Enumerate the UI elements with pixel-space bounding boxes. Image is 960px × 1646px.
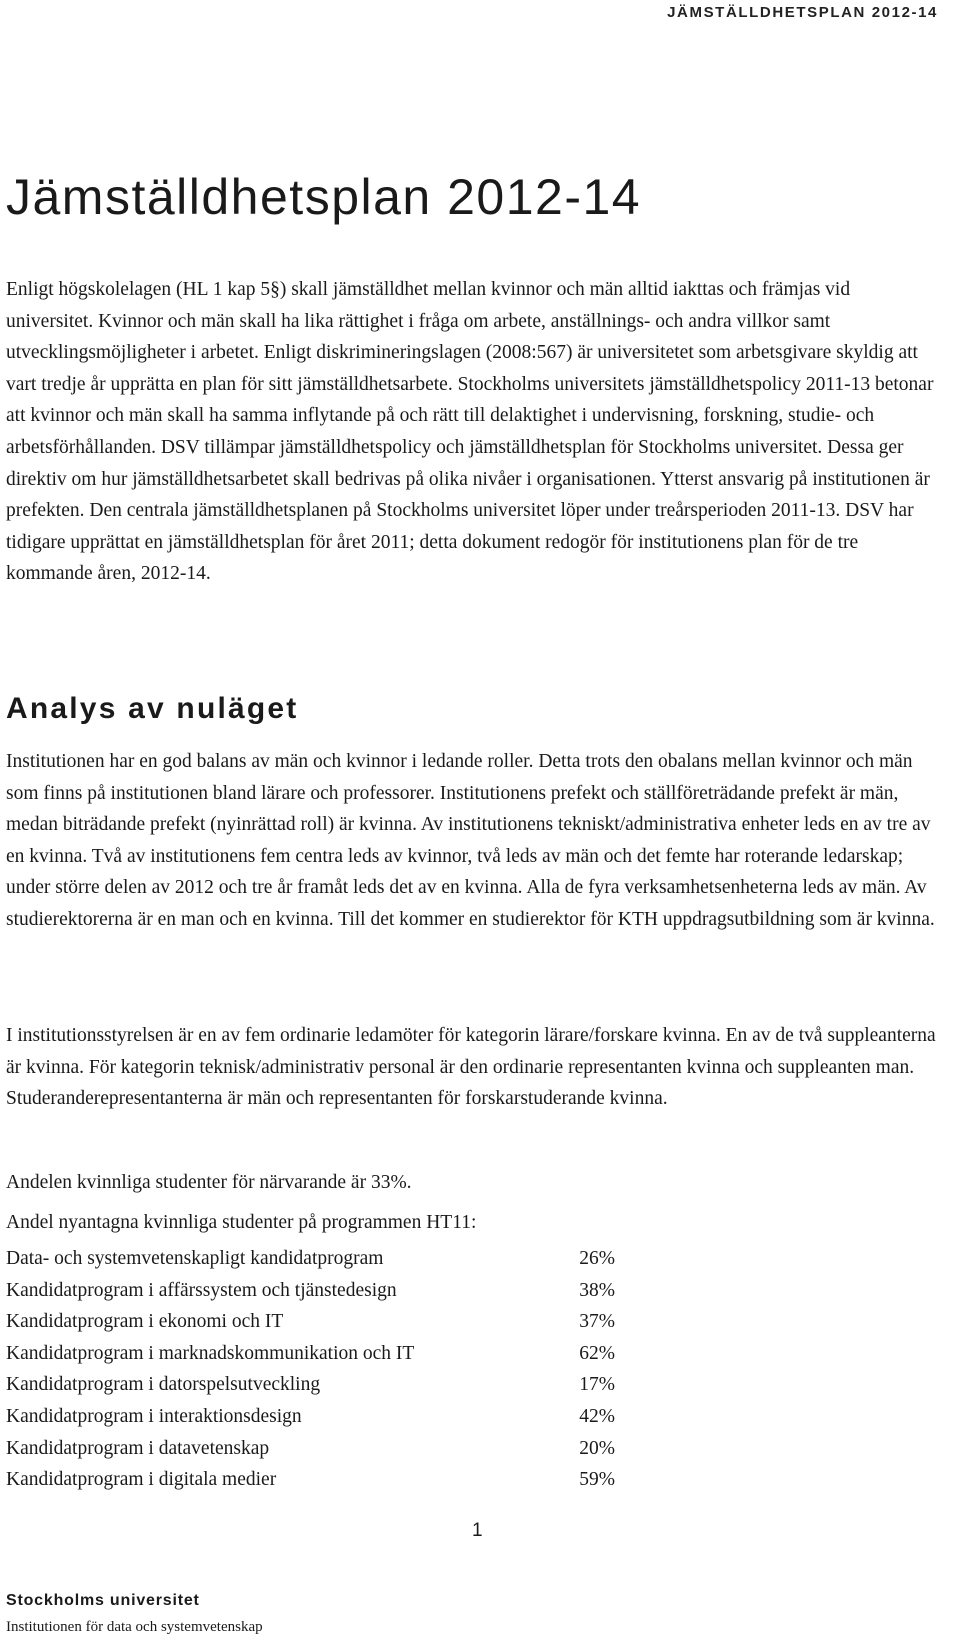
program-share: 37% — [579, 1311, 615, 1333]
program-share: 62% — [579, 1342, 615, 1364]
page-title: Jämställdhetsplan 2012-14 — [6, 169, 642, 225]
program-share: 59% — [579, 1469, 615, 1491]
programs-table — [6, 1243, 626, 1496]
programs-intro: Andel nyantagna kvinnliga studenter på programmen HT11: — [6, 1212, 477, 1233]
analysis-paragraph-3: Andelen kvinnliga studenter för närvarande är 33%. — [6, 1172, 412, 1193]
table-row — [6, 1464, 626, 1496]
footer-university: Stockholms universitet — [6, 1592, 200, 1609]
program-share: 20% — [579, 1437, 615, 1459]
page-number: 1 — [472, 1520, 483, 1541]
program-name: Kandidatprogram i marknadskommunikation och IT — [6, 1342, 415, 1364]
footer-department: Institutionen för data och systemvetenskap — [6, 1619, 263, 1635]
running-header: JÄMSTÄLLDHETSPLAN 2012-14 — [667, 4, 938, 21]
table-row — [6, 1401, 626, 1433]
table-row — [6, 1243, 626, 1275]
table-row — [6, 1433, 626, 1465]
program-name: Data- och systemvetenskapligt kandidatprogram — [6, 1248, 384, 1269]
table-row — [6, 1306, 626, 1338]
program-share: 38% — [579, 1279, 615, 1301]
program-share: 26% — [579, 1248, 615, 1269]
program-name: Kandidatprogram i digitala medier — [6, 1469, 277, 1491]
program-name: Kandidatprogram i affärssystem och tjänstedesign — [6, 1279, 397, 1301]
program-share: 17% — [579, 1374, 615, 1396]
program-name: Kandidatprogram i interaktionsdesign — [6, 1405, 302, 1427]
analysis-paragraph-1: Institutionen har en god balans av män och kvinnor i ledande roller. Detta trots den obalans mellan kvinnor och män som finns på institutionen bland lärare och professorer. Institutionens prefekt och ställföreträdande prefekt är män, medan biträdande prefekt (nyinrättad roll) är kvinna. Av institutionens tekniskt/administrativa enheter leds en av tre av en kvinna. Två av institutionens fem centra leds av kvinnor, två leds av män och det femte har roterande ledarskap; under större delen av 2012 och tre år framåt leds det av en kvinna. Alla de fyra verksamhetsenheterna leds av män. Av studierektorerna är en man och en kvinna. Till det kommer en studierektor för KTH uppdragsutbildning som är kvinna. — [6, 751, 935, 930]
table-row — [6, 1275, 626, 1307]
analysis-paragraph-2: I institutionsstyrelsen är en av fem ordinarie ledamöter för kategorin lärare/forskare kvinna. En av de två suppleanterna är kvinna. För kategorin teknisk/administrativ personal är den ordinarie representanten kvinna och suppleanten man. Studeranderepresentanterna är män och representanten för forskarstuderande kvinna. — [6, 1025, 936, 1110]
table-row — [6, 1369, 626, 1401]
intro-paragraph: Enligt högskolelagen (HL 1 kap 5§) skall jämställdhet mellan kvinnor och män alltid iakttas och främjas vid universitet. Kvinnor och män skall ha lika rättighet i fråga om arbete, anställnings- och andra villkor samt utvecklingsmöjligheter i arbetet. Enligt diskrimineringslagen (2008:567) är universitetet som arbetsgivare skyldig att vart tredje år upprätta en plan för sitt jämställdhetsarbete. Stockholms universitets jämställdhetspolicy 2011-13 betonar att kvinnor och män skall ha samma inflytande på och rätt till delaktighet i undervisning, forskning, studie- och arbetsförhållanden. DSV tillämpar jämställdhetspolicy och jämställdhetsplan för Stockholms universitet. Dessa ger direktiv om hur jämställdhetsarbetet skall bedrivas på olika nivåer i organisationen. Ytterst ansvarig på institutionen är prefekten. Den centrala jämställdhetsplanen på Stockholms universitet löper under treårsperioden 2011-13. DSV har tidigare upprättat en jämställdhetsplan för året 2011; detta dokument redogör för institutionens plan för de tre kommande åren, 2012-14. — [6, 279, 934, 585]
program-name: Kandidatprogram i datavetenskap — [6, 1437, 270, 1459]
program-share: 42% — [579, 1405, 615, 1427]
program-name: Kandidatprogram i ekonomi och IT — [6, 1311, 284, 1333]
table-row — [6, 1338, 626, 1370]
section-heading-analysis: Analys av nuläget — [6, 692, 299, 725]
program-name: Kandidatprogram i datorspelsutveckling — [6, 1374, 321, 1396]
